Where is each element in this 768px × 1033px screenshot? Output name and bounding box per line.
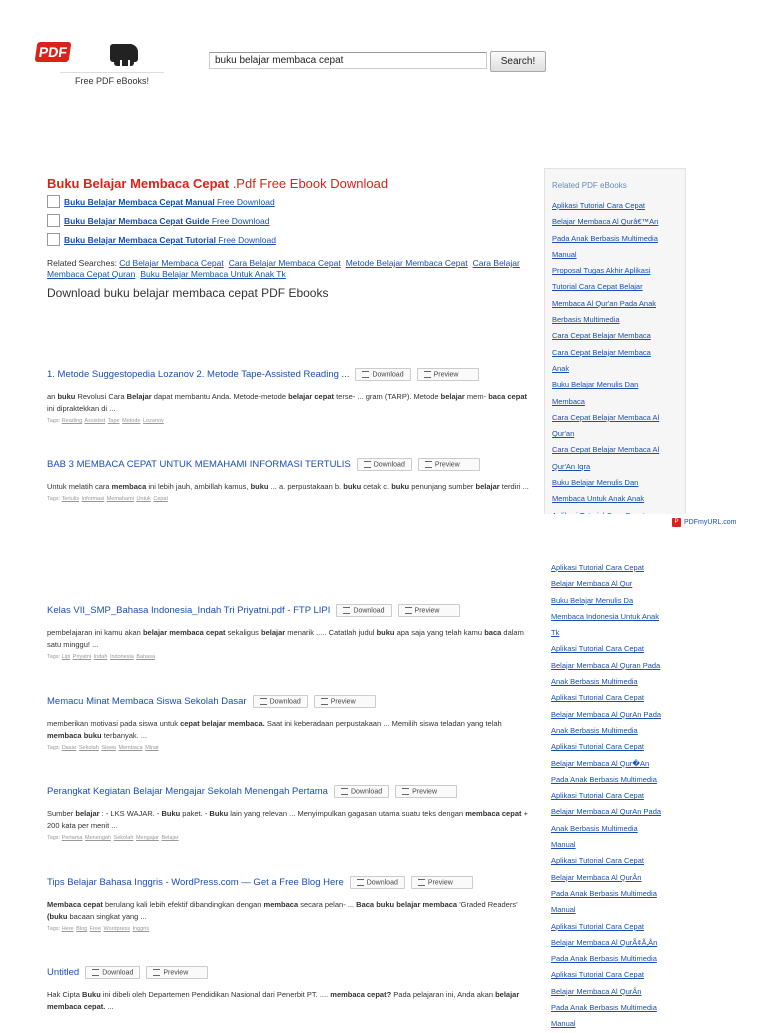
download-link[interactable]: Buku Belajar Membaca Cepat Guide Free Download xyxy=(64,215,270,226)
sidebar-link[interactable]: Membaca Untuk Anak Anak xyxy=(552,494,645,504)
sidebar-link[interactable]: Aplikasi Tutorial Cara Cepat xyxy=(551,742,644,752)
tag-link[interactable]: Metode xyxy=(122,418,141,425)
search-result xyxy=(47,458,533,502)
sidebar-link[interactable]: Membaca Indonesia Untuk Anak xyxy=(551,611,659,621)
result-snippet: memberikan motivasi pada siswa untuk cepat belajar membaca. Saat ini keberadaan perpustakaan ... Memilih siswa teladan yang telah membaca buku terbanyak. ... xyxy=(47,719,502,741)
download-link-row xyxy=(47,195,533,208)
tag-link[interactable]: Priyatni xyxy=(72,654,92,661)
sidebar-link[interactable]: Pada Anak Berbasis Multimedia xyxy=(552,233,658,243)
list-icon xyxy=(364,461,371,468)
preview-button[interactable]: Preview xyxy=(314,695,376,708)
sidebar-link[interactable]: Belajar Membaca Al QurÂn xyxy=(551,986,642,996)
list-icon xyxy=(418,879,425,886)
tag-link[interactable]: Pertama xyxy=(61,835,83,842)
sidebar-link[interactable]: Aplikasi Tutorial Cara Cepat xyxy=(551,921,644,931)
search-result xyxy=(47,368,533,424)
tag-link[interactable]: Indonesia xyxy=(109,654,134,661)
sidebar-link[interactable]: Qur'An Iqra xyxy=(552,461,591,471)
result-tags: Tags: Pertama Menengah Sekolah Mengajar Belajar xyxy=(47,835,179,842)
results-heading: Download buku belajar membaca cepat PDF Ebooks xyxy=(47,286,329,300)
tag-link[interactable]: Bahasa xyxy=(136,654,155,661)
search-result xyxy=(47,604,533,660)
related-sidebar-continued xyxy=(544,560,684,1029)
download-button[interactable]: Download xyxy=(350,876,405,889)
result-snippet: Untuk melatih cara membaca ini lebih jauh, ambillah kamus, buku ... a. perpustakaan b. buku cetak c. buku penunjang sumber belajar terdiri ... xyxy=(47,482,529,492)
result-tags: Tags: Reading Assisted Tape Metode Lozanov xyxy=(47,418,164,425)
download-button[interactable]: Download xyxy=(336,604,391,617)
search-button[interactable]: Search! xyxy=(490,51,546,72)
page-title: Buku Belajar Membaca Cepat .Pdf Free Ebook Download xyxy=(47,176,389,191)
related-link[interactable]: Buku Belajar Membaca Untuk Anak Tk xyxy=(140,269,286,279)
result-tags: Tags: Tertulis Informasi Memahami Untuk Cepat xyxy=(47,496,169,503)
pdfmyurl-icon: P xyxy=(672,518,681,527)
sidebar-link[interactable]: Aplikasi Tutorial Cara Cepat xyxy=(551,791,644,801)
related-searches: Related Searches: Cd Belajar Membaca Cepat Cara Belajar Membaca Cepat Metode Belajar Membaca Cepat Cara Belajar Membaca Cepat Quran Buku Belajar Membaca Untuk Anak Tk xyxy=(47,258,520,279)
tag-link[interactable]: Sekolah xyxy=(113,835,134,842)
list-icon xyxy=(92,969,99,976)
tag-link[interactable]: Memahami xyxy=(106,496,134,503)
tag-link[interactable]: Inggris xyxy=(132,926,150,933)
tag-link[interactable]: Membaca xyxy=(118,745,143,752)
sidebar-link[interactable]: Membaca Al Qur'an Pada Anak xyxy=(552,298,656,308)
result-title-link[interactable]: Perangkat Kegiatan Belajar Mengajar Sekolah Menengah Pertama xyxy=(47,786,328,798)
result-snippet: Membaca cepat berulang kali lebih efektif dibandingkan dengan membaca secara pelan- ... Baca buku belajar membaca 'Graded Readers' (buku bacaan singkat yang ... xyxy=(47,900,518,922)
tag-link[interactable]: Minat xyxy=(145,745,159,752)
site-logo[interactable] xyxy=(36,42,138,62)
sidebar-link[interactable]: Cara Cepat Belajar Membaca Al xyxy=(552,445,660,455)
tag-link[interactable]: Siswa xyxy=(101,745,116,752)
search-result xyxy=(47,966,533,1013)
sidebar-link[interactable]: Pada Anak Berbasis Multimedia xyxy=(551,774,657,784)
sidebar-link[interactable]: Tk xyxy=(551,628,560,638)
preview-button[interactable]: Preview xyxy=(411,876,473,889)
download-button[interactable]: Download xyxy=(253,695,308,708)
result-tags: Tags: Here Blog Free Wordpress Inggris xyxy=(47,926,150,933)
download-button[interactable]: Download xyxy=(357,458,412,471)
sidebar-link[interactable]: Pada Anak Berbasis Multimedia xyxy=(551,954,657,964)
tag-link[interactable]: Wordpress xyxy=(103,926,131,933)
page-break xyxy=(0,514,768,554)
tag-link[interactable]: Untuk xyxy=(136,496,151,503)
result-snippet: pembelajaran ini kamu akan belajar membaca cepat sekaligus belajar menarik ..... Catatlah judul buku apa saja yang telah kamu baca dalam satu minggu! ... xyxy=(47,628,524,650)
tag-link[interactable]: Lozanov xyxy=(143,418,164,425)
pdf-logo-icon: PDF xyxy=(35,42,72,62)
sidebar-link[interactable]: Pada Anak Berbasis Multimedia xyxy=(551,888,657,898)
result-title-link[interactable]: Memacu Minat Membaca Siswa Sekolah Dasar xyxy=(47,696,247,708)
tag-link[interactable]: Reading xyxy=(61,418,83,425)
list-icon xyxy=(260,698,267,705)
search-input[interactable]: buku belajar membaca cepat xyxy=(209,52,487,69)
preview-button[interactable]: Preview xyxy=(398,604,460,617)
result-tags: Tags: Dasar Sekolah Siswa Membaca Minat xyxy=(47,745,159,752)
sidebar-link[interactable]: Anak Berbasis Multimedia xyxy=(551,677,638,687)
result-snippet: Hak Cipta Buku ini dibeli oleh Departemen Pendidikan Nasional dari Penerbit PT. .... membaca cepat? Pada pelajaran ini, Anda akan belajar membaca cepat. ... xyxy=(47,990,520,1012)
tag-link[interactable]: Free xyxy=(89,926,101,933)
preview-button[interactable]: Preview xyxy=(418,458,480,471)
sidebar-link[interactable]: Aplikasi Tutorial Cara Cepat xyxy=(551,970,644,980)
checkbox[interactable] xyxy=(47,195,60,208)
preview-button[interactable]: Preview xyxy=(146,966,208,979)
sidebar-link[interactable]: Belajar Membaca Al QurÂn xyxy=(551,872,642,882)
result-title-link[interactable]: Tips Belajar Bahasa Inggris - WordPress.com — Get a Free Blog Here xyxy=(47,877,344,889)
related-link[interactable]: Cara Belajar Membaca Cepat xyxy=(228,258,341,268)
tag-link[interactable]: Indah xyxy=(93,654,108,661)
sidebar-link[interactable]: Belajar Membaca Al Qurâ€™An xyxy=(552,217,659,227)
list-icon xyxy=(362,371,369,378)
related-link[interactable]: Cara Belajar Membaca Cepat Quran xyxy=(47,258,520,279)
search-result xyxy=(47,695,533,751)
sidebar-link[interactable]: Aplikasi Tutorial Cara Cepat xyxy=(551,693,644,703)
tag-link[interactable]: Menengah xyxy=(85,835,112,842)
download-link-row xyxy=(47,214,533,227)
sidebar-link[interactable]: Pada Anak Berbasis Multimedia xyxy=(551,1003,657,1013)
sidebar-link[interactable]: Aplikasi Tutorial Cara Cepat xyxy=(551,856,644,866)
sidebar-link[interactable]: Belajar Membaca Al Qur�An xyxy=(551,758,650,768)
sidebar-link[interactable]: Buku Belajar Menulis Dan xyxy=(552,380,639,390)
list-icon xyxy=(357,879,364,886)
download-link-row xyxy=(47,233,533,246)
sidebar-link[interactable]: Belajar Membaca Al QurÃ¢Ã‚Ân xyxy=(551,937,658,947)
checkbox[interactable] xyxy=(47,233,60,246)
sidebar-link[interactable]: Manual xyxy=(551,905,576,915)
list-icon xyxy=(321,698,328,705)
search-result xyxy=(47,785,533,841)
tag-link[interactable]: Lipi xyxy=(61,654,71,661)
sidebar-link[interactable]: Aplikasi Tutorial Cara Cepat xyxy=(552,201,645,210)
sidebar-link[interactable]: Membaca xyxy=(552,396,585,406)
sidebar-link[interactable]: Anak Berbasis Multimedia xyxy=(551,823,638,833)
sidebar-link[interactable]: Manual xyxy=(552,249,577,259)
list-icon xyxy=(341,788,348,795)
sidebar-link[interactable]: Belajar Membaca Al QurAn Pada xyxy=(551,709,662,719)
sidebar-link[interactable]: Belajar Membaca Al Quran Pada xyxy=(551,660,661,670)
preview-button[interactable]: Preview xyxy=(417,368,479,381)
sidebar-link[interactable]: Tutorial Cara Cepat Belajar xyxy=(552,282,643,292)
result-tags: Tags: Lipi Priyatni Indah Indonesia Bahasa xyxy=(47,654,155,661)
sidebar-link[interactable]: Manual xyxy=(551,1019,576,1029)
tag-link[interactable]: Dasar xyxy=(61,745,77,752)
tag-link[interactable]: Here xyxy=(61,926,74,933)
main-content xyxy=(47,168,533,300)
list-icon xyxy=(343,607,350,614)
tag-link[interactable]: Belajar xyxy=(161,835,179,842)
related-link[interactable]: Cd Belajar Membaca Cepat xyxy=(119,258,224,268)
result-title-link[interactable]: Kelas VII_SMP_Bahasa Indonesia_Indah Tri Priyatni.pdf - FTP LIPI xyxy=(47,605,331,617)
related-sidebar xyxy=(544,168,686,515)
list-icon xyxy=(153,969,160,976)
sidebar-link[interactable]: Cara Cepat Belajar Membaca Al xyxy=(552,412,660,422)
sidebar-link[interactable]: Anak Berbasis Multimedia xyxy=(551,725,638,735)
sidebar-link[interactable]: Qur'an xyxy=(552,429,575,439)
result-title-link[interactable]: 1. Metode Suggestopedia Lozanov 2. Metode Tape-Assisted Reading ... xyxy=(47,369,350,381)
search-result xyxy=(47,876,533,932)
list-icon xyxy=(425,461,432,468)
list-icon xyxy=(424,371,431,378)
tag-link[interactable]: Assisted xyxy=(84,418,106,425)
tag-link[interactable]: Tape xyxy=(107,418,120,425)
tag-link[interactable]: Informasi xyxy=(81,496,105,503)
list-icon xyxy=(405,607,412,614)
result-snippet: Sumber belajar : - LKS WAJAR. - Buku paket. - Buku lain yang relevan ... Menyimpulkan gagasan utama suatu teks dengan membaca cepat + 200 kata per menit ... xyxy=(47,809,528,831)
sidebar-link[interactable]: Manual xyxy=(551,840,576,850)
tag-link[interactable]: Sekolah xyxy=(78,745,99,752)
sidebar-link[interactable]: Buku Belajar Menulis Da xyxy=(551,595,634,605)
pdfmyurl-badge[interactable]: P PDFmyURL.com xyxy=(672,518,737,527)
download-button[interactable]: Download xyxy=(334,785,389,798)
sidebar-link[interactable]: Cara Cepat Belajar Membaca xyxy=(552,331,651,341)
tag-link[interactable]: Cepat xyxy=(153,496,169,503)
sidebar-link[interactable]: Aplikasi Tutorial Cara Cepat xyxy=(551,563,644,572)
result-title-link[interactable]: Untitled xyxy=(47,967,80,979)
download-link[interactable]: Buku Belajar Membaca Cepat Manual Free Download xyxy=(64,196,275,207)
sidebar-link[interactable]: Belajar Membaca Al QurAn Pada xyxy=(551,807,662,817)
sidebar-link[interactable]: Aplikasi Tutorial Cara Cepat xyxy=(551,644,644,654)
tag-link[interactable]: Blog xyxy=(76,926,88,933)
list-icon xyxy=(402,788,409,795)
preview-button[interactable]: Preview xyxy=(395,785,457,798)
sidebar-link[interactable]: Proposal Tugas Akhir Aplikasi xyxy=(552,266,651,276)
sidebar-link[interactable]: Berbasis Multimedia xyxy=(552,315,620,325)
sidebar-link[interactable]: Anak xyxy=(552,363,570,373)
tag-link[interactable]: Tertulis xyxy=(61,496,80,503)
download-button[interactable]: Download xyxy=(85,966,140,979)
bus-logo-icon xyxy=(110,44,138,62)
sidebar-header: Related PDF eBooks xyxy=(552,181,627,190)
download-link[interactable]: Buku Belajar Membaca Cepat Tutorial Free Download xyxy=(64,234,276,245)
tagline: Free PDF eBooks! xyxy=(60,72,164,86)
result-title-link[interactable]: BAB 3 MEMBACA CEPAT UNTUK MEMAHAMI INFORMASI TERTULIS xyxy=(47,459,351,471)
sidebar-link[interactable]: Buku Belajar Menulis Dan xyxy=(552,478,639,488)
download-button[interactable]: Download xyxy=(355,368,410,381)
sidebar-link[interactable]: Cara Cepat Belajar Membaca xyxy=(552,347,651,357)
tag-link[interactable]: Mengajar xyxy=(135,835,159,842)
checkbox[interactable] xyxy=(47,214,60,227)
related-link[interactable]: Metode Belajar Membaca Cepat xyxy=(345,258,468,268)
sidebar-link[interactable]: Belajar Membaca Al Qur xyxy=(551,579,633,589)
result-snippet: an buku Revolusi Cara Belajar dapat membantu Anda. Metode-metode belajar cepat terse- ... gram (TARP). Metode belajar mem- baca cepat ini dipraktekkan di ... xyxy=(47,392,527,414)
